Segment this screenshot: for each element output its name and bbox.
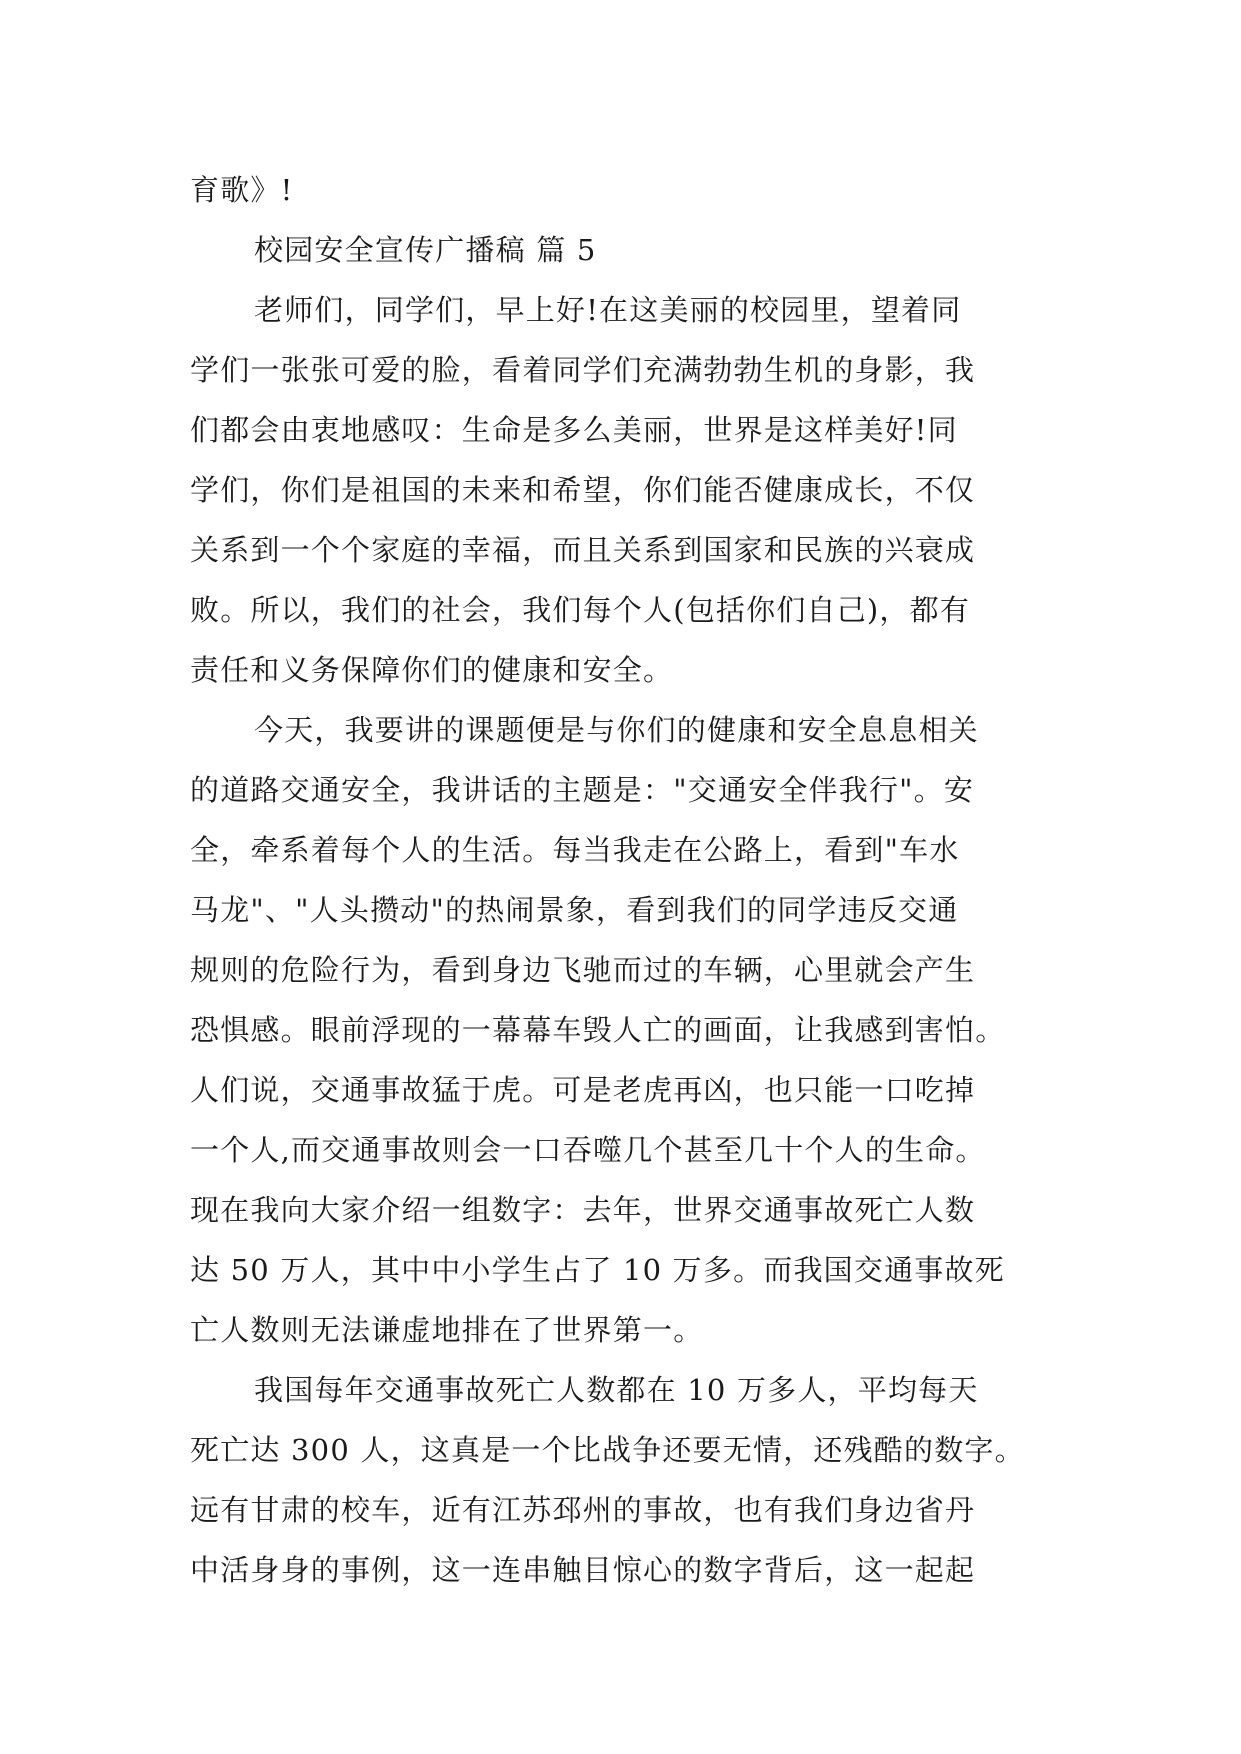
text-line: 亡人数则无法谦虚地排在了世界第一。 xyxy=(190,1313,704,1347)
text-line: 达 50 万人，其中中小学生占了 10 万多。而我国交通事故死 xyxy=(190,1253,1005,1287)
text-line: 远有甘肃的校车，近有江苏邳州的事故，也有我们身边省丹 xyxy=(190,1493,976,1527)
text-line: 关系到一个个家庭的幸福，而且关系到国家和民族的兴衰成 xyxy=(190,533,976,567)
text-line: 们都会由衷地感叹：生命是多么美丽，世界是这样美好!同 xyxy=(190,413,958,447)
text-line: 人们说，交通事故猛于虎。可是老虎再凶，也只能一口吃掉 xyxy=(190,1073,976,1107)
text-line: 马龙"、"人头攒动"的热闹景象，看到我们的同学违反交通 xyxy=(190,893,959,927)
text-line: 学们，你们是祖国的未来和希望，你们能否健康成长，不仅 xyxy=(190,473,976,507)
text-line: 全，牵系着每个人的生活。每当我走在公路上，看到"车水 xyxy=(190,833,960,867)
body-text xyxy=(190,160,1050,1600)
text-line: 我国每年交通事故死亡人数都在 10 万多人，平均每天 xyxy=(254,1373,979,1407)
text-line: 今天，我要讲的课题便是与你们的健康和安全息息相关 xyxy=(254,713,979,747)
text-line: 老师们，同学们，早上好!在这美丽的校园里，望着同 xyxy=(254,293,962,327)
text-line: 规则的危险行为，看到身边飞驰而过的车辆，心里就会产生 xyxy=(190,953,976,987)
text-line: 育歌》! xyxy=(190,173,294,207)
text-line: 现在我向大家介绍一组数字：去年，世界交通事故死亡人数 xyxy=(190,1193,976,1227)
text-line: 的道路交通安全，我讲话的主题是："交通安全伴我行"。安 xyxy=(190,773,975,807)
section-heading: 校园安全宣传广播稿 篇 5 xyxy=(254,233,597,267)
text-line: 学们一张张可爱的脸，看着同学们充满勃勃生机的身影，我 xyxy=(190,353,976,387)
text-line: 责任和义务保障你们的健康和安全。 xyxy=(190,653,674,687)
text-line: 死亡达 300 人，这真是一个比战争还要无情，还残酷的数字。 xyxy=(190,1433,1025,1467)
text-line: 一个人,而交通事故则会一口吞噬几个甚至几十个人的生命。 xyxy=(190,1133,986,1167)
text-line: 恐惧感。眼前浮现的一幕幕车毁人亡的画面，让我感到害怕。 xyxy=(190,1013,1006,1047)
text-line: 中活身身的事例，这一连串触目惊心的数字背后，这一起起 xyxy=(190,1553,976,1587)
text-line: 败。所以，我们的社会，我们每个人(包括你们自己)，都有 xyxy=(190,593,971,627)
